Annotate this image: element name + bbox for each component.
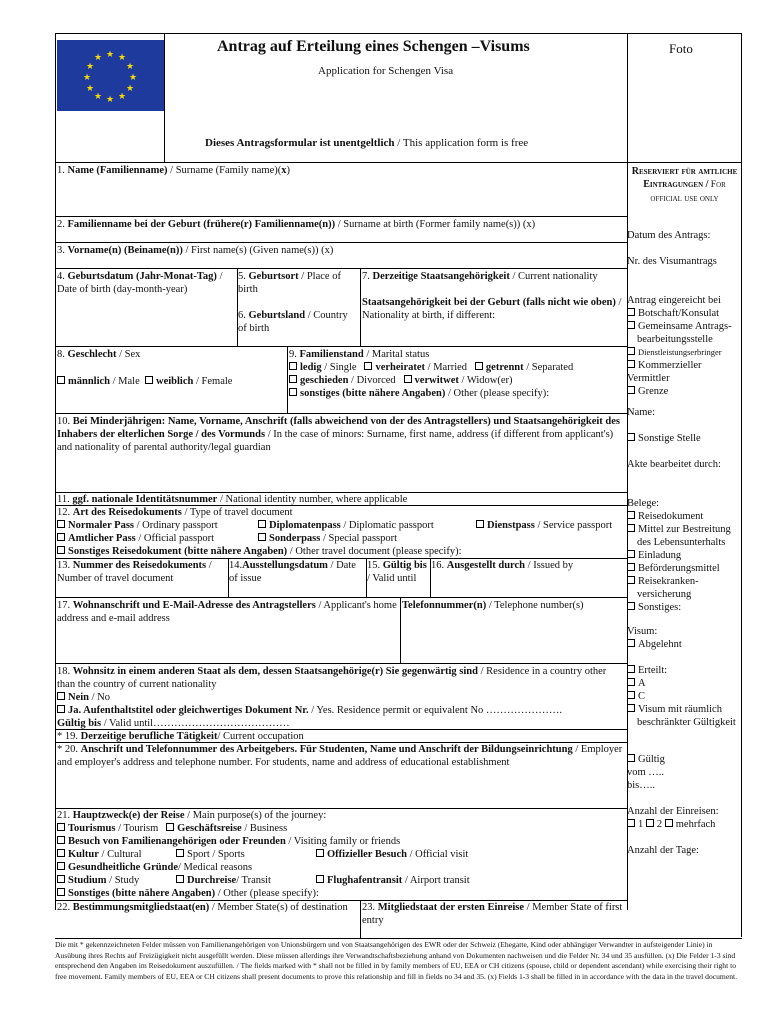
checkbox[interactable] <box>57 520 65 528</box>
checkbox[interactable] <box>57 875 65 883</box>
field-21-study[interactable]: Studium / Study <box>57 874 139 887</box>
field-12-travel-document-type: 12. Art des Reisedokuments / Type of travel document <box>57 507 293 518</box>
field-12-row1[interactable]: Normaler Pass / Ordinary passport <box>57 519 218 532</box>
field-17-home-address[interactable]: 17. Wohnanschrift und E-Mail-Adresse des Antragstellers / Applicant's home address and e-mail address <box>57 600 397 624</box>
official-documents: Belege: Reisedokument Mittel zur Bestreitung des Lebensunterhalts Einladung Beförderungsmittel Reisekranken-versicherung Sonstiges: <box>627 498 731 613</box>
field-21-cultural[interactable]: Kultur / Cultural <box>57 848 142 861</box>
checkbox[interactable] <box>627 754 635 762</box>
checkbox[interactable] <box>57 888 65 896</box>
checkbox[interactable] <box>476 520 484 528</box>
checkbox[interactable] <box>316 875 324 883</box>
checkbox[interactable] <box>258 520 266 528</box>
official-processed-by: Akte bearbeitet durch: <box>627 459 721 470</box>
photo-label: Foto <box>669 41 693 56</box>
field-9-marital-status: 9. Familienstand / Marital status <box>289 349 430 360</box>
checkbox[interactable] <box>627 550 635 558</box>
field-21-row2[interactable]: Besuch von Familienangehörigen oder Freunden / Visiting family or friends <box>57 835 400 848</box>
checkbox[interactable] <box>665 819 673 827</box>
field-20-employer[interactable]: * 20. Anschrift und Telefonnummer des Arbeitgebers. Für Studenten, Name und Anschrift der Bildungseinrichtung / Employer and employer's address and telephone number. For students, name and address of educational establishment <box>57 744 623 768</box>
field-21-official[interactable]: Offizieller Besuch / Official visit <box>316 848 468 861</box>
checkbox[interactable] <box>627 819 635 827</box>
checkbox[interactable] <box>258 533 266 541</box>
field-telephone[interactable]: Telefonnummer(n) / Telephone number(s) <box>402 600 584 611</box>
checkbox[interactable] <box>57 692 65 700</box>
checkbox[interactable] <box>289 362 297 370</box>
field-18-valid-until[interactable]: Gültig bis / Valid until………………………………… <box>57 718 290 729</box>
official-name: Name: <box>627 407 655 418</box>
field-8-sex: 8. Geschlecht / Sex <box>57 349 141 360</box>
checkbox[interactable] <box>176 875 184 883</box>
field-12-diplomatic[interactable]: Diplomatenpass / Diplomatic passport <box>258 519 434 532</box>
field-3-first-name[interactable]: 3. Vorname(n) (Beiname(n)) / First name(s) (Given name(s)) (x) <box>57 245 334 256</box>
field-11-national-id[interactable]: 11. ggf. nationale Identitätsnummer / National identity number, where applicable <box>57 494 408 505</box>
official-submitted-at: Antrag eingereicht bei Botschaft/Konsulat Gemeinsame Antrags-bearbeitungsstelle Dienstleistungserbringer Kommerzieller Vermittler Grenze <box>627 295 732 397</box>
field-15-valid-until[interactable]: 15. Gültig bis / Valid until <box>367 560 427 584</box>
checkbox[interactable] <box>627 704 635 712</box>
official-date: Datum des Antrags: <box>627 230 711 241</box>
field-18-no[interactable]: Nein / No <box>57 691 110 704</box>
field-21-purpose: 21. Hauptzweck(e) der Reise / Main purpose(s) of the journey: <box>57 810 327 821</box>
checkbox[interactable] <box>289 375 297 383</box>
checkbox[interactable] <box>627 308 635 316</box>
free-notice: Dieses Antragsformular ist unentgeltlich / This application form is free <box>205 137 529 149</box>
field-22-destination[interactable]: 22. Bestimmungsmitgliedstaat(en) / Member State(s) of destination <box>57 902 348 913</box>
field-5-place-of-birth[interactable]: 5. Geburtsort / Place of birth <box>238 271 341 295</box>
footer-note: Die mit * gekennzeichneten Felder müssen von Familienangehörigen von Unionsbürgern und von Staatsangehörigen des EWR oder der Schweiz (Ehegatte, Kind oder abhängiger Verwandter in aufsteigender Linie) in Ausübung ihres Rechts auf Freizügigkeit nicht ausgefüllt werden. Diese müssen allerdings ihre Verwandtschaftsbeziehung anhand von Dokumenten nachweisen und die Felder Nr. 34 und 35 ausfüllen. (x) Die Felder 1-3 sind entsprechend den Angaben im Reisedokument auszufüllen. / The fields marked with * shall not be filled in by family members of EU, EEA or CH citizens (spouse, child or dependent ascendant) while exercising their right to free movement. Family members of EU, EEA or CH citizens shall present documents to prove this relationship and fill in fields no 34 and 35. (x) Fields 1-3 shall be filled in in accordance with the data in the travel document. <box>55 940 738 981</box>
field-21-transit[interactable]: Durchreise/ Transit <box>176 874 271 887</box>
field-9-row3[interactable]: sonstiges (bitte nähere Angaben) / Other (please specify): <box>289 387 549 400</box>
field-12-row2[interactable]: Amtlicher Pass / Official passport <box>57 532 214 545</box>
checkbox[interactable] <box>627 386 635 394</box>
field-21-medical[interactable]: Gesundheitliche Gründe/ Medical reasons <box>57 861 252 874</box>
field-12-special[interactable]: Sonderpass / Special passport <box>258 532 397 545</box>
official-use-header: Reserviert für amtliche Eintragungen / For official use only <box>631 166 738 204</box>
checkbox[interactable] <box>627 563 635 571</box>
eu-flag-icon: ★ ★ ★ ★ ★ ★ ★ ★ ★ ★ ★ ★ <box>57 40 164 111</box>
field-8-options[interactable]: männlich / Male weiblich / Female <box>57 375 232 388</box>
field-12-service[interactable]: Dienstpass / Service passport <box>476 519 612 532</box>
field-19-occupation[interactable]: * 19. Derzeitige berufliche Tätigkeit/ Current occupation <box>57 731 304 742</box>
checkbox[interactable] <box>627 678 635 686</box>
checkbox[interactable] <box>627 347 635 355</box>
field-6-country-of-birth[interactable]: 6. Geburtsland / Country of birth <box>238 310 348 334</box>
field-21-other[interactable]: Sonstiges (bitte nähere Angaben) / Other (please specify): <box>57 887 319 900</box>
field-2-surname-at-birth[interactable]: 2. Familienname bei der Geburt (frühere(r) Familienname(n)) / Surname at birth (Former family name(s)) (x) <box>57 219 536 230</box>
checkbox[interactable] <box>404 375 412 383</box>
checkbox[interactable] <box>364 362 372 370</box>
field-18-yes[interactable]: Ja. Aufenthaltstitel oder gleichwertiges Dokument Nr. / Yes. Residence permit or equivalent No …………………. <box>57 704 562 717</box>
checkbox[interactable] <box>627 576 635 584</box>
form-subtitle: Application for Schengen Visa <box>318 65 454 77</box>
official-visa: Visum: Abgelehnt <box>627 626 682 650</box>
field-7-nationality[interactable]: 7. Derzeitige Staatsangehörigkeit / Current nationality <box>362 271 598 282</box>
checkbox[interactable] <box>475 362 483 370</box>
checkbox[interactable] <box>316 849 324 857</box>
checkbox[interactable] <box>57 533 65 541</box>
field-12-row3[interactable]: Sonstiges Reisedokument (bitte nähere Angaben) / Other travel document (please specify): <box>57 545 462 558</box>
field-16-issued-by[interactable]: 16. Ausgestellt durch / Issued by <box>431 560 574 571</box>
checkbox[interactable] <box>646 819 654 827</box>
field-14-date-of-issue[interactable]: 14.Ausstellungsdatum / Date of issue <box>229 560 356 584</box>
field-18-residence: 18. Wohnsitz in einem anderen Staat als dem, dessen Staatsangehörige(r) Sie gegenwärtig sind / Residence in a country other than the country of current nationality <box>57 666 607 690</box>
field-1-surname[interactable]: 1. Name (Familienname) / Surname (Family name)(x) <box>57 165 291 176</box>
checkbox[interactable] <box>166 823 174 831</box>
checkbox[interactable] <box>627 321 635 329</box>
checkbox[interactable] <box>57 823 65 831</box>
field-23-first-entry[interactable]: 23. Mitgliedstaat der ersten Einreise / Member State of first entry <box>362 902 623 926</box>
field-4-date-of-birth[interactable]: 4. Geburtsdatum (Jahr-Monat-Tag) / Date of birth (day-month-year) <box>57 271 223 295</box>
official-days: Anzahl der Tage: <box>627 845 699 856</box>
form-title: Antrag auf Erteilung eines Schengen –Visums <box>217 38 530 55</box>
checkbox[interactable] <box>627 602 635 610</box>
official-issued: Erteilt: A C Visum mit räumlich beschränkter Gültigkeit <box>627 664 742 729</box>
field-10-guardian[interactable]: 10. Bei Minderjährigen: Name, Vorname, Anschrift (falls abweichend von der des Antragstellers) und Staatsangehörigkeit des Inhabers der elterlichen Sorge / des Vormunds / In the case of minors: Surname, first name, address (if different from applicant's) and nationality of parental authority/legal guardian <box>57 416 621 453</box>
official-validity: Gültig vom ….. bis….. <box>627 754 665 791</box>
checkbox[interactable] <box>289 388 297 396</box>
checkbox[interactable] <box>627 665 635 673</box>
field-21-row1[interactable]: Tourismus / Tourism Geschäftsreise / Business <box>57 822 287 835</box>
official-application-number: Nr. des Visumantrags <box>627 256 717 267</box>
checkbox[interactable] <box>57 546 65 554</box>
field-21-airport-transit[interactable]: Flughafentransit / Airport transit <box>316 874 470 887</box>
field-9-row2[interactable]: geschieden / Divorced verwitwet / Widow(er) <box>289 374 512 387</box>
checkbox[interactable] <box>627 360 635 368</box>
checkbox[interactable] <box>57 862 65 870</box>
checkbox[interactable] <box>627 639 635 647</box>
field-13-document-number[interactable]: 13. Nummer des Reisedokuments / Number of travel document <box>57 560 212 584</box>
checkbox[interactable] <box>627 524 635 532</box>
checkbox[interactable] <box>57 836 65 844</box>
checkbox[interactable] <box>145 376 153 384</box>
official-entries: Anzahl der Einreisen: 1 2 mehrfach <box>627 806 719 830</box>
checkbox[interactable] <box>57 376 65 384</box>
checkbox[interactable] <box>57 705 65 713</box>
checkbox[interactable] <box>627 433 635 441</box>
official-other-office: Sonstige Stelle <box>627 432 742 445</box>
field-21-sport[interactable]: Sport / Sports <box>176 848 245 861</box>
field-9-row1[interactable]: ledig / Single verheiratet / Married getrennt / Separated <box>289 361 573 374</box>
checkbox[interactable] <box>627 691 635 699</box>
checkbox[interactable] <box>176 849 184 857</box>
field-7-nationality-at-birth[interactable]: Staatsangehörigkeit bei der Geburt (falls nicht wie oben) / Nationality at birth, if different: <box>362 297 622 321</box>
checkbox[interactable] <box>57 849 65 857</box>
checkbox[interactable] <box>627 511 635 519</box>
